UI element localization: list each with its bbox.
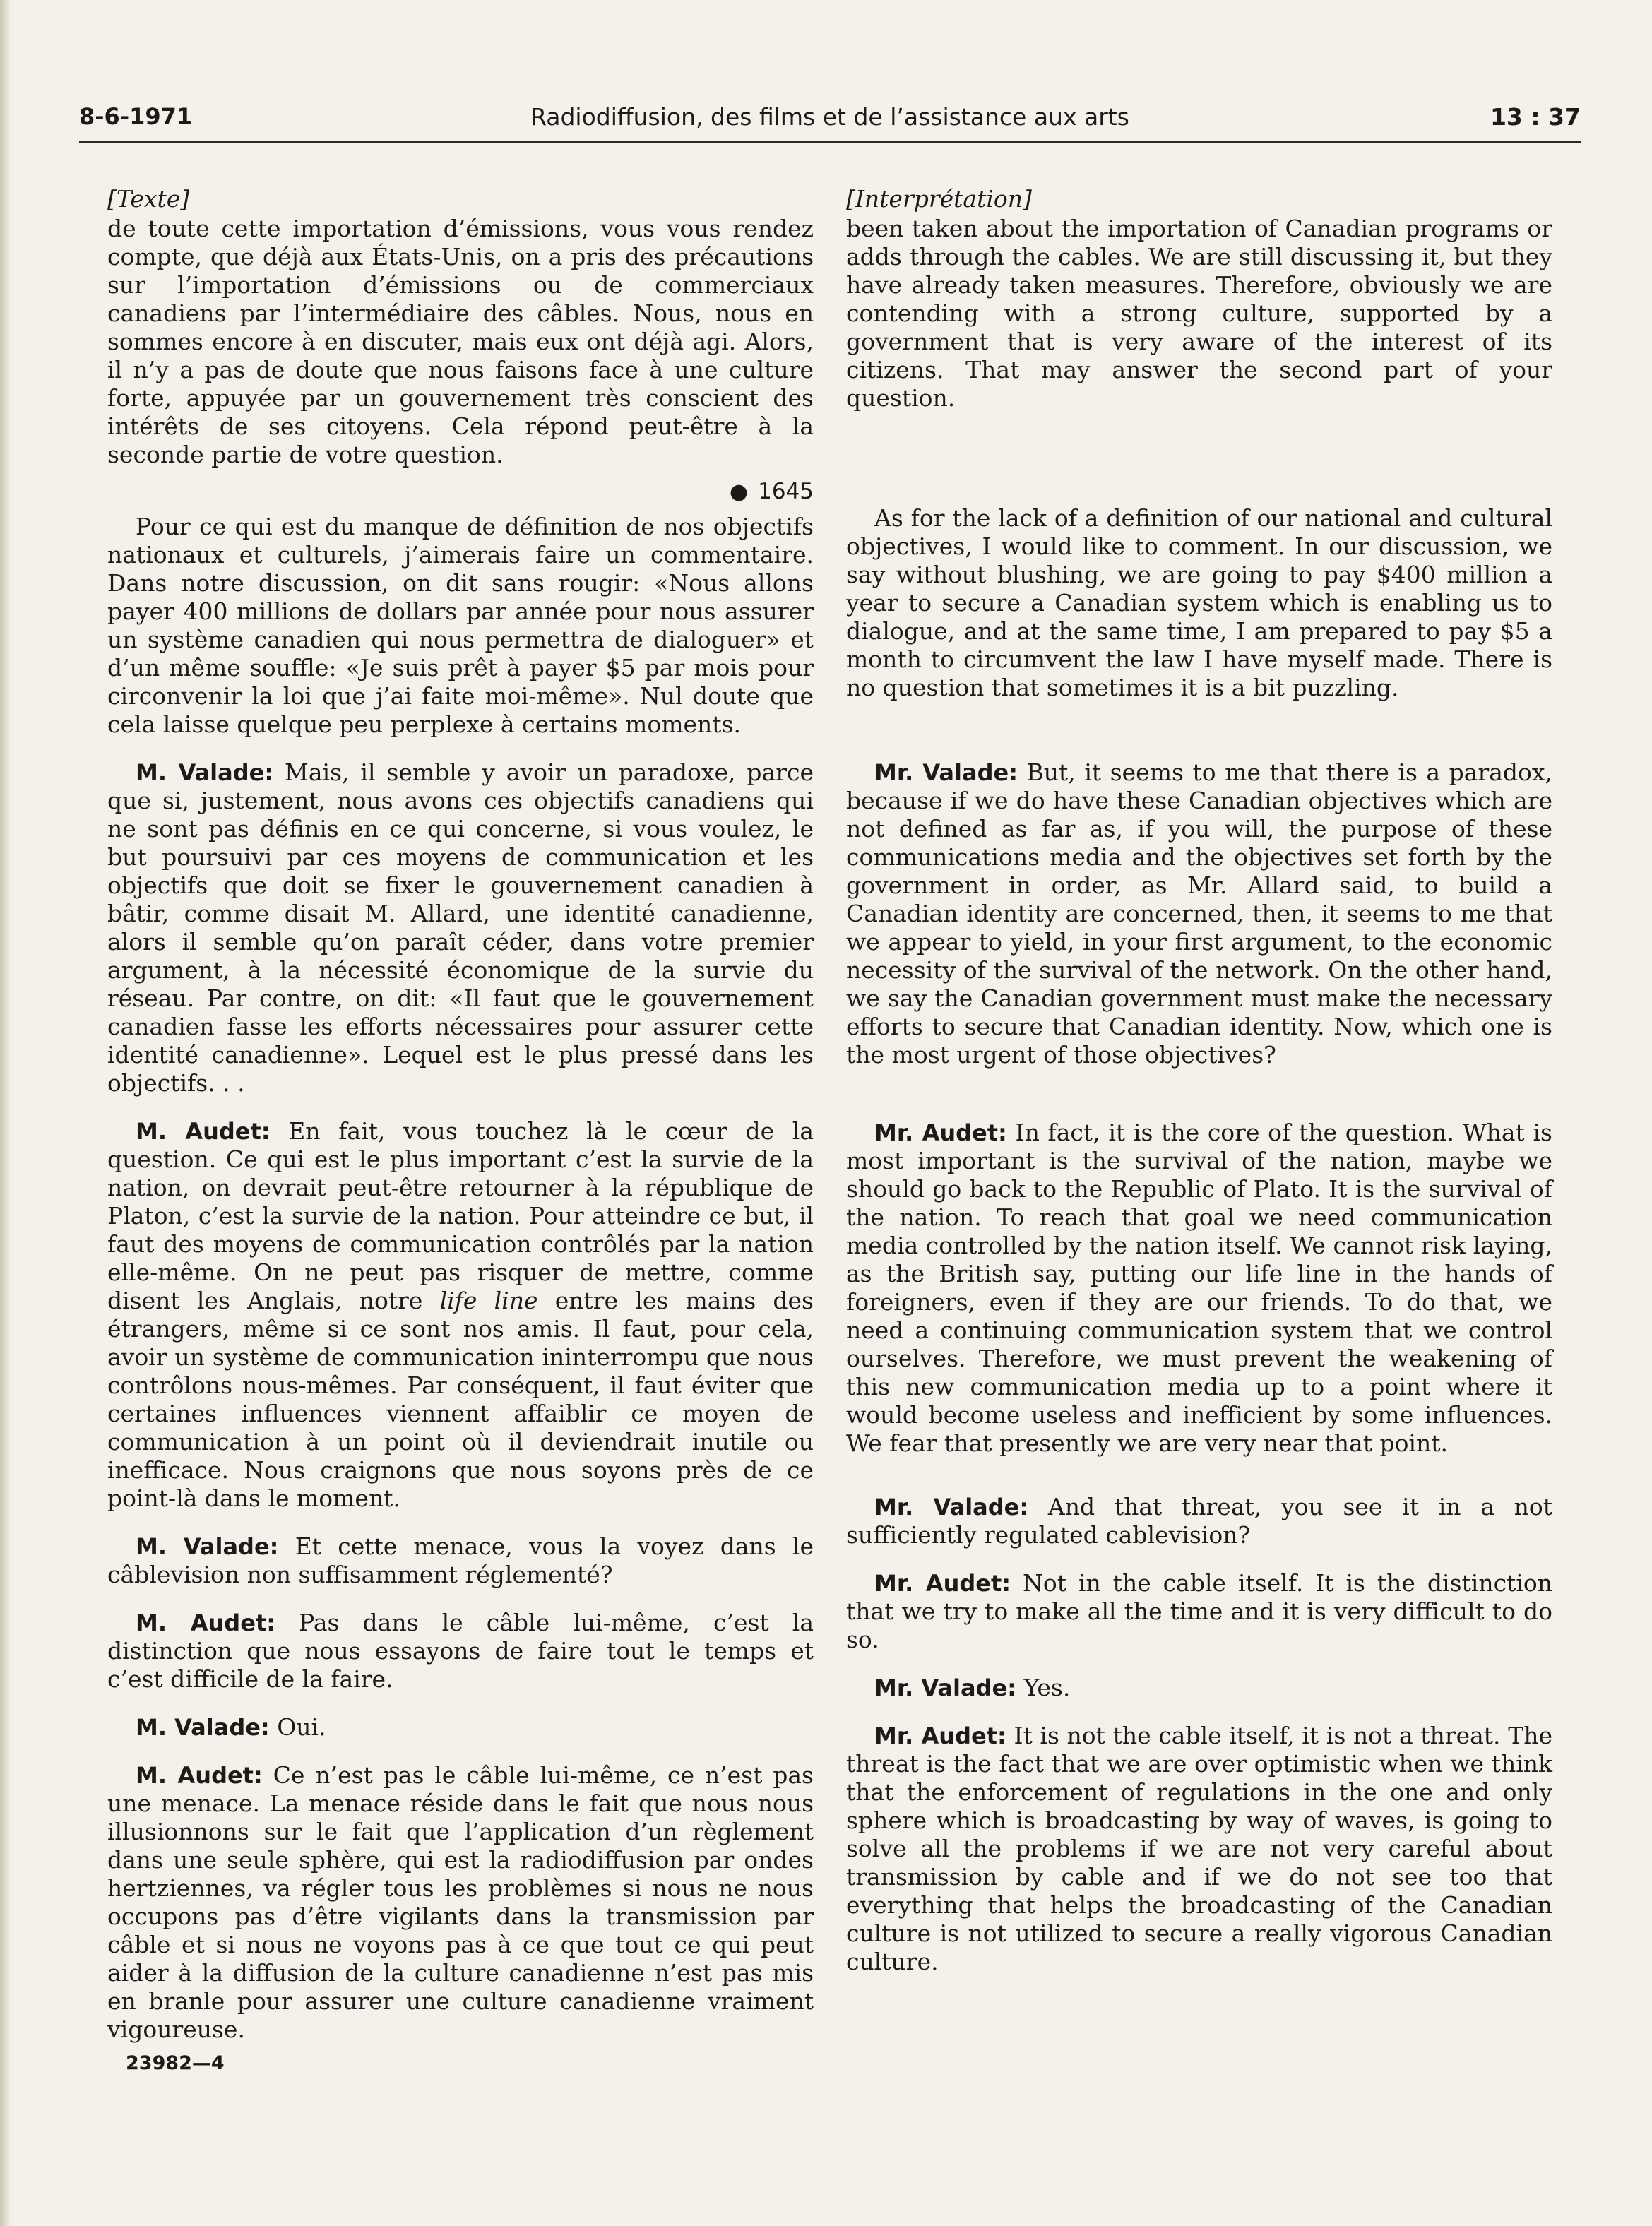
french-speech (107, 1609, 814, 1694)
speaker-name: M. Audet: (136, 1118, 271, 1145)
speech-text: Not in the cable itself. It is the distinction that we try to make all the time and it is very difficult to do so. (846, 1569, 1552, 1653)
speaker-name: Mr. Valade: (874, 1494, 1029, 1520)
speech-text: Oui. (277, 1713, 326, 1741)
speaker-name: Mr. Audet: (874, 1119, 1007, 1146)
french-speech (107, 758, 814, 1097)
english-paragraph: As for the lack of a definition of our national and cultural objectives, I would like to comment. In our discussion, we say without blushing, we are going to pay $400 million a year to secure a Canadian system which is enabling us to dialogue, and at the same time, I am prepared to pay $5 a month to circumvent the law I have myself made. There is no question that sometimes it is a bit puzzling. (846, 504, 1552, 701)
speaker-name: Mr. Valade: (874, 1674, 1016, 1701)
speaker-name: Mr. Valade: (874, 759, 1018, 786)
english-speech (846, 1493, 1552, 1549)
english-speech (846, 1674, 1552, 1702)
footnote-code: 23982—4 (126, 2052, 225, 2074)
english-paragraph: been taken about the importation of Canadian programs or adds through the cables. We are still discussing it, but they have already taken measures. Therefore, obviously we are contending with a strong culture, supported by a government that is very aware of the interest of its citizens. That may answer the second part of your question. (846, 215, 1552, 412)
speaker-name: M. Valade: (136, 759, 274, 786)
english-column (846, 185, 1552, 1976)
speech-text: Mais, il semble y avoir un paradoxe, parce que si, justement, nous avons ces objectifs canadiens qui ne sont pas définis en ce qui concerne, si vous voulez, le but poursuivi par ces moyens de communication et les objectifs que doit se fixer le gouvernement canadien à bâtir, comme disait M. Allard, une identité canadienne, alors il semble qu’on paraît céder, dans votre premier argument, à la nécessité économique de la survie du réseau. Par contre, on dit: «Il faut que le gouvernement canadien fasse les efforts nécessaires pour assurer cette identité canadienne». Lequel est le plus pressé dans les objectifs. . . (107, 758, 814, 1097)
speech-text: But, it seems to me that there is a paradox, because if we do have these Canadian objectives which are not defined as far as, if you will, the purpose of these communications media and the objectives set forth by the government in order, as Mr. Allard said, to build a Canadian identity are concerned, then, it seems to me that we appear to yield, in your first argument, to the economic necessity of the survival of the network. On the other hand, we say the Canadian government must make the necessary efforts to secure that Canadian identity. Now, which one is the most urgent of those objectives? (846, 758, 1552, 1069)
english-speech (846, 758, 1552, 1069)
speech-text: Ce n’est pas le câble lui-même, ce n’est pas une menace. La menace réside dans le fait que nous nous illusionnons sur le fait que l’application d’un règlement dans une seule sphère, qui est la radiodiffusion par ondes hertziennes, va régler tous les problèmes si nous ne nous occupons pas d’être vigilants dans la transmission par câble et si nous ne voyons pas à ce que tout ce qui peut aider à la diffusion de la culture canadienne n’est pas mis en branle pour assurer une culture canadienne vraiment vigoureuse. (107, 1761, 814, 2043)
header-date: 8-6-1971 (79, 103, 193, 130)
french-speech (107, 1713, 814, 1742)
bullet-icon: ● (729, 480, 749, 504)
english-speech (846, 1569, 1552, 1654)
french-speech (107, 1117, 814, 1513)
speech-text: It is not the cable itself, it is not a threat. The threat is the fact that we are over optimistic when we think that the enforcement of regulations in the one and only sphere which is broadcasting by way of waves, is going to solve all the problems if we are not very careful about transmission by cable and if we do not see too that everything that helps the broadcasting of the Canadian culture is not utilized to secure a really vigorous Canadian culture. (846, 1722, 1552, 1975)
speech-text: Et cette menace, vous la voyez dans le câblevision non suffisamment réglementé? (107, 1532, 814, 1588)
speaker-name: M. Audet: (136, 1762, 263, 1789)
french-speech (107, 1532, 814, 1589)
french-label: [Texte] (107, 185, 190, 213)
english-label: [Interprétation] (846, 185, 1032, 213)
time-marker (107, 477, 814, 504)
speech-text: Yes. (1023, 1674, 1071, 1701)
speaker-name: M. Valade: (136, 1533, 279, 1560)
speech-emphasis: life line (439, 1287, 538, 1314)
french-paragraph: Pour ce qui est du manque de définition de nos objectifs nationaux et culturels, j’aimerais faire un commentaire. Dans notre discussion, on dit sans rougir: «Nous allons payer 400 millions de dollars par année pour nous assurer un système canadien qui nous permettra de dialoguer» et d’un même souffle: «Je suis prêt à payer $5 par mois pour circonvenir la loi que j’ai faite moi-même». Nul doute que cela laisse quelque peu perplexe à certains moments. (107, 513, 814, 738)
speaker-name: Mr. Audet: (874, 1570, 1011, 1597)
time-marker-text: 1645 (758, 479, 814, 504)
page-edge (0, 0, 10, 2226)
english-speech (846, 1119, 1552, 1458)
speaker-name: M. Audet: (136, 1609, 275, 1636)
speech-text: And that threat, you see it in a not sufficiently regulated cablevision? (846, 1493, 1553, 1549)
page-header (79, 100, 1581, 143)
header-page-number: 13 : 37 (1490, 103, 1581, 131)
french-column (107, 185, 814, 2044)
speech-text: entre les mains des étrangers, même si ce sont nos amis. Il faut, pour cela, avoir un système de communication ininterrompu que nous contrôlons nous-mêmes. Par conséquent, il faut éviter que certaines influences viennent affaiblir ce moyen de communication à un point où il deviendrait inutile ou inefficace. Nous craignons que nous soyons près de ce point-là dans le moment. (107, 1287, 814, 1512)
speaker-name: Mr. Audet: (874, 1722, 1006, 1749)
french-speech (107, 1761, 814, 2044)
french-paragraph: de toute cette importation d’émissions, vous vous rendez compte, que déjà aux États-Unis, on a pris des précautions sur l’importation d’émissions ou de commerciaux canadiens par l’intermédiaire des câbles. Nous, nous en sommes encore à en discuter, mais eux ont déjà agi. Alors, il n’y a pas de doute que nous faisons face à une culture forte, appuyée par un gouvernement très conscient des intérêts de ses citoyens. Cela répond peut-être à la seconde partie de votre question. (107, 215, 814, 468)
speech-text: En fait, vous touchez là le cœur de la question. Ce qui est le plus important c’est la survie de la nation, on devrait peut-être retourner à la république de Platon, c’est la survie de la nation. Pour atteindre ce but, il faut des moyens de communication contrôlés par la nation elle-même. On ne peut pas risquer de mettre, comme disent les Anglais, notre (107, 1117, 814, 1314)
header-title: Radiodiffusion, des films et de l’assistance aux arts (530, 103, 1129, 131)
speech-text: In fact, it is the core of the question. What is most important is the survival of the nation, maybe we should go back to the Republic of Plato. It is the survival of the nation. To reach that goal we need communication media controlled by the nation itself. We cannot risk laying, as the British say, putting our life line in the hands of foreigners, even if they are our friends. To do that, we need a continuing communication system that we control ourselves. Therefore, we must prevent the weakening of this new communication media up to a point where it would become useless and inefficient by some influences. We fear that presently we are very near that point. (846, 1119, 1552, 1457)
speech-text: Pas dans le câble lui-même, c’est la distinction que nous essayons de faire tout le temps et c’est difficile de la faire. (107, 1609, 814, 1693)
english-speech (846, 1722, 1552, 1976)
speaker-name: M. Valade: (136, 1714, 270, 1741)
